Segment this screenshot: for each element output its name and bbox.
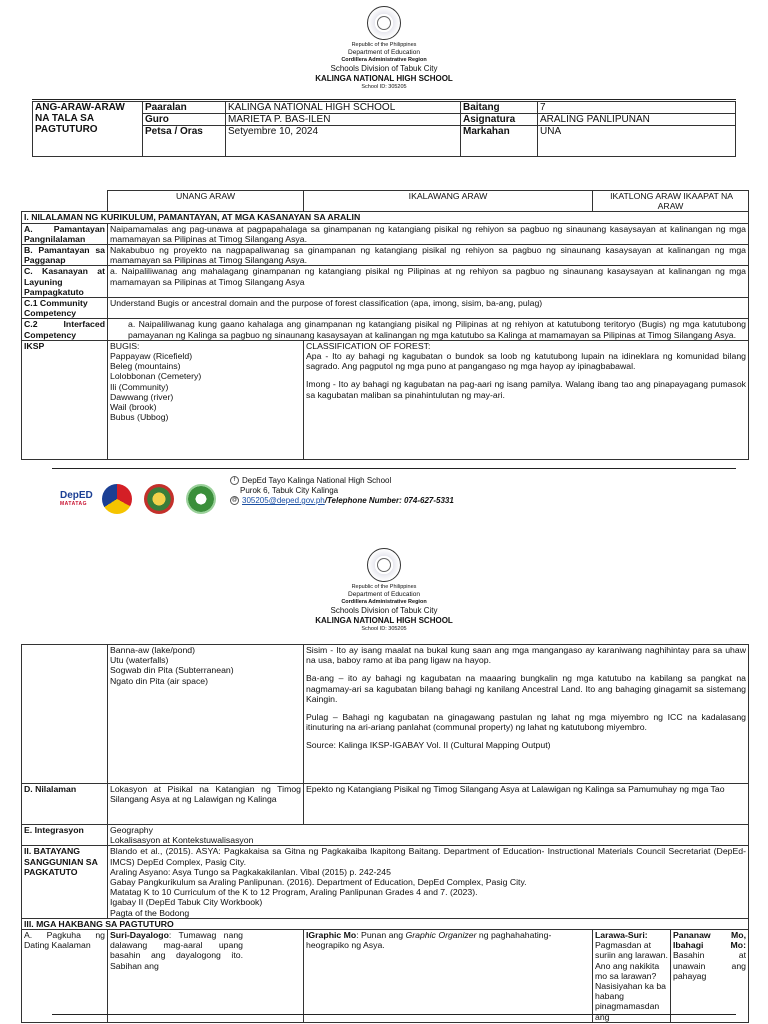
row-iksp-label: IKSP xyxy=(22,340,108,459)
deped-logo-text: DepED xyxy=(60,490,93,501)
graphic-title: IGraphic Mo xyxy=(306,930,357,941)
day-2-header: IKALAWANG ARAW xyxy=(304,191,593,212)
bugis-item: Lolobbonan (Cemetery) xyxy=(110,371,202,382)
letterhead xyxy=(0,6,768,91)
pananaw-text: Basahin at unawain ang pahayag xyxy=(673,950,746,981)
email-icon: @ xyxy=(231,497,238,504)
bugis-item: Pappayaw (Ricefield) xyxy=(110,351,193,362)
division-seal-icon xyxy=(144,484,174,514)
region-text: Cordillera Administrative Region xyxy=(341,599,427,605)
row-d-text-1: Lokasyon at Pisikal na Katangian ng Timog Silangang Asya at ng Lalawigan ng Kalinga xyxy=(108,784,304,825)
forest-title: CLASSIFICATION OF FOREST: xyxy=(306,340,431,351)
forest-apa: Apa - Ito ay bahagi ng kagubatan o bundok sa loob ng katutubong lupain na idineklara ng komunidad bilang sagrado. Ang pagputol ng mga puno at pangangaso ng mga hayop ay ipinagbabawal. xyxy=(306,351,746,372)
larawa-text: Pagmasdan at suriin ang larawan. Ano ang nakikita mo sa larawan? Nasisiyahan ka ba habang pinagmamasdan ang xyxy=(595,940,668,1022)
row-c2-label: C.2 Interfaced Competency xyxy=(22,319,108,340)
label-markahan: Markahan xyxy=(461,126,538,157)
larawa-title: Larawa-Suri: xyxy=(595,930,648,941)
forest-imong: Imong - Ito ay bahagi ng kagubatan na pag-aari ng isang pamilya. Walang ibang tao ang pinapayagang pumasok sa kagubatan maliban sa pinahintulutan ng may-ari. xyxy=(306,379,746,400)
facebook-icon: f xyxy=(230,476,239,485)
reference-item: Blando et al., (2015). ASYA: Pagkakaisa sa Gitna ng Pagkakaiba Ikapitong Baitang. Department of Education- Instructional Materials Council Secretariat (DepEd-IMCS) DepEd Complex, Pasig City. xyxy=(110,846,746,867)
bugis-item: Beleg (mountains) xyxy=(110,361,181,372)
bugis-item: Banna-aw (lake/pond) xyxy=(110,645,195,655)
day-4-header xyxy=(593,191,749,212)
value-asignatura: ARALING PANLIPUNAN xyxy=(538,114,736,126)
school-id: School ID: 305205 xyxy=(361,84,407,90)
row-c-label: C. Kasanayan at Layuning Pampagkatuto xyxy=(22,266,108,298)
division-text: Schools Division of Tabuk City xyxy=(330,606,438,615)
value-petsa: Setyembre 10, 2024 xyxy=(226,126,461,157)
suri-title: Suri-Dayalogo xyxy=(110,930,169,941)
label-asignatura: Asignatura xyxy=(461,114,538,126)
bagong-pilipinas-logo-icon xyxy=(102,484,132,514)
bugis-item: Wail (brook) xyxy=(110,402,157,413)
section-3-title: III. MGA HAKBANG SA PAGTUTURO xyxy=(22,918,749,929)
deped-seal-icon xyxy=(367,548,401,582)
deped-seal-icon xyxy=(367,6,401,40)
forest-cell xyxy=(304,340,749,459)
pananaw-title: Pananaw Mo, Ibahagi Mo: xyxy=(673,930,746,951)
footer-contact xyxy=(230,476,454,506)
reference-item: Matatag K to 10 Curriculum of the K to 12 Program, Araling Panlipunan Grades 4 and 7. (2023). xyxy=(110,887,478,898)
header-rule xyxy=(32,99,736,100)
school-id: School ID: 305205 xyxy=(361,626,407,632)
school-seal-icon xyxy=(186,484,216,514)
forest-source: Source: Kalinga IKSP-IGABAY Vol. II (Cultural Mapping Output) xyxy=(306,740,551,751)
row-e-item: Lokalisasyon at Kontekstuwalisasyon xyxy=(110,835,254,846)
row-b-label: B. Pamantayan sa Pagganap xyxy=(22,245,108,266)
value-guro: MARIETA P. BAS-ILEN xyxy=(226,114,461,126)
row-e-cell xyxy=(108,825,749,846)
larawa-pananaw-cell xyxy=(593,930,749,1023)
graphic-text-1: : Punan ang xyxy=(356,930,406,941)
curriculum-table xyxy=(21,190,749,460)
forest-cell-2 xyxy=(304,645,749,784)
info-table xyxy=(32,101,736,157)
reference-item: Igabay II (DepEd Tabuk City Workbook) xyxy=(110,897,263,908)
bugis-cell xyxy=(108,340,304,459)
suri-dayalogo-cell xyxy=(108,930,304,1023)
label-petsa: Petsa / Oras xyxy=(143,126,226,157)
department-text: Department of Education xyxy=(348,591,420,598)
value-paaralan: KALINGA NATIONAL HIGH SCHOOL xyxy=(226,102,461,114)
forest-pulag: Pulag – Bahagi ng kagubatan na ginagawang pastulan ng lahat ng mga miyembro ng ICC na kadalasang itinuturing na ari-ariang panlahat (communal property) ng lahat ng katutubong miyembro. xyxy=(306,712,746,733)
section-1-title: I. NILALAMAN NG KURIKULUM, PAMANTAYAN, AT MGA KASANAYAN SA ARALIN xyxy=(22,212,749,223)
school-name: KALINGA NATIONAL HIGH SCHOOL xyxy=(315,74,453,83)
day-4-label: IKAAPAT NA ARAW xyxy=(657,191,734,212)
reference-item: Pagta of the Bodong xyxy=(110,907,190,918)
label-guro: Guro xyxy=(143,114,226,126)
bugis-item: Ili (Community) xyxy=(110,381,169,392)
value-baitang: 7 xyxy=(538,102,736,114)
bugis-item: Ngato din Pita (air space) xyxy=(110,675,209,686)
row-c2-text: a. Naipaliliwanag kung gaano kahalaga ang ginampanan ng katangiang pisikal ng Pilipinas at ng rehiyon at katutubong teritoryo (Bugis) ng mga katutubong pamayanan ng Kalinga sa pagbuo ng sinaunang kasaysayan at kalinangan ng mga katutubo sa Kalinga at mamamayan sa Pilipinas at Timog Silangang Asya. xyxy=(108,319,749,340)
footer-address: Purok 6, Tabuk City Kalinga xyxy=(240,486,339,495)
forest-baang: Ba-ang – ito ay bahagi ng kagubatan na maaaring bungkalin ng mga katutubo na kabilang sa pangkat na nagmamay-ari sa kagubatan bilang bahagi ng kanilang Ancestral Land. Ito ang bahaging ginagamit sa sistemang Kaingin. xyxy=(306,673,746,704)
row-c-text: a. Naipaliliwanag ang mahalagang ginampanan ng katangiang pisikal ng Pilipinas at ng rehiyon sa pagbuo ng sinaunang kasaysayan at kalinangan ng mga mamamayan sa Pilipinas at Timog Silangang Asya xyxy=(108,266,749,298)
label-paaralan: Paaralan xyxy=(143,102,226,114)
curriculum-table-continued xyxy=(21,644,749,1023)
footer-email-link[interactable]: 305205@deped.gov.ph xyxy=(242,496,325,505)
forest-sisim: Sisim - Ito ay isang maalat na bukal kung saan ang mga mangangaso ay karaniwang naghihintay para sa uhaw na usa, baboy ramo at iba pang ligaw na hayop. xyxy=(306,645,746,666)
row-a-label: A. Pamantayan Pangnilalaman xyxy=(22,223,108,244)
dll-title: ANG-ARAW-ARAW NA TALA SA PAGTUTURO xyxy=(33,102,143,157)
bugis-title: BUGIS: xyxy=(110,340,140,351)
school-name: KALINGA NATIONAL HIGH SCHOOL xyxy=(315,616,453,625)
bugis-item: Sogwab din Pita (Subterranean) xyxy=(110,665,234,676)
republic-text: Republic of the Philippines xyxy=(351,42,417,48)
bugis-item: Utu (waterfalls) xyxy=(110,655,169,666)
division-text: Schools Division of Tabuk City xyxy=(330,64,438,73)
bugis-item: Bubus (Ubbog) xyxy=(110,412,169,423)
row-e-label: E. Integrasyon xyxy=(22,825,108,846)
reference-item: Gabay Pangkurikulum sa Araling Panlipunan. (2016). Department of Education, DepEd Complex, Pasig City. xyxy=(110,877,527,888)
graphic-cell xyxy=(304,930,593,1023)
row-d-text-2: Epekto ng Katangiang Pisikal ng Timog Silangang Asya at Lalawigan ng Kalinga sa Pamumuhay ng mga Tao xyxy=(304,784,749,825)
footer-rule-2 xyxy=(52,1014,736,1015)
footer-fb-text: DepEd Tayo Kalinga National High School xyxy=(242,476,392,485)
row-d-label: D. Nilalaman xyxy=(22,784,108,825)
bugis-cell-2 xyxy=(108,645,304,784)
row-a2-label: A. Pagkuha ng Dating Kaalaman xyxy=(22,930,108,1023)
graphic-text-2: ng paghahahating-heograpiko ng Asya. xyxy=(306,930,552,951)
footer-phone: /Telephone Number: 074-627-5331 xyxy=(324,496,454,505)
reference-item: Araling Asyano: Asya Tungo sa Pagkakakilanlan. Vibal (2015) p. 242-245 xyxy=(110,866,391,877)
larawa-cell xyxy=(593,930,671,1022)
deped-logo xyxy=(60,490,93,507)
region-text: Cordillera Administrative Region xyxy=(341,57,427,63)
graphic-italic: Graphic Organizer xyxy=(405,930,477,941)
letterhead-2 xyxy=(0,548,768,633)
row-c1-text: Understand Bugis or ancestral domain and the purpose of forest classification (apa, imong, sisim, ba-ang, pulag) xyxy=(108,298,749,319)
row-a-text: Naipamamalas ang pag-unawa at pagpapahalaga sa ginampanan ng katangiang pisikal ng rehiyon sa pagbuo ng sinaunang kasaysayan at kalinangan ng mga mamamayan sa Pilipinas at Timog Silangang Asya. xyxy=(108,223,749,244)
row-b-text: Nakabubuo ng proyekto na nagpapaliwanag sa ginampanan ng katangiang pisikal ng rehiyon sa pagbuo ng sinaunang kasaysayan at kalinangan ng mga mamamayan sa Pilipinas at Timog Silangang Asya. xyxy=(108,245,749,266)
matatag-text: MATATAG xyxy=(60,501,88,507)
pananaw-cell xyxy=(671,930,748,1022)
row-ii-label: II. BATAYANG SANGGUNIAN SA PAGKATUTO xyxy=(22,846,108,918)
references-cell xyxy=(108,846,749,918)
republic-text: Republic of the Philippines xyxy=(351,584,417,590)
row-e-item: Geography xyxy=(110,825,153,835)
suri-text: : Tumawag nang dalawang mag-aaral upang basahin ang dayalogong ito. Sabihan ang xyxy=(110,930,243,971)
footer-rule xyxy=(52,468,736,469)
department-text: Department of Education xyxy=(348,49,420,56)
bugis-item: Dawwang (river) xyxy=(110,391,174,402)
row-c1-label: C.1 Community Competency xyxy=(22,298,108,319)
day-3-header: IKATLONG ARAW xyxy=(610,191,682,201)
value-markahan: UNA xyxy=(538,126,736,157)
day-1-header: UNANG ARAW xyxy=(108,191,304,212)
label-baitang: Baitang xyxy=(461,102,538,114)
